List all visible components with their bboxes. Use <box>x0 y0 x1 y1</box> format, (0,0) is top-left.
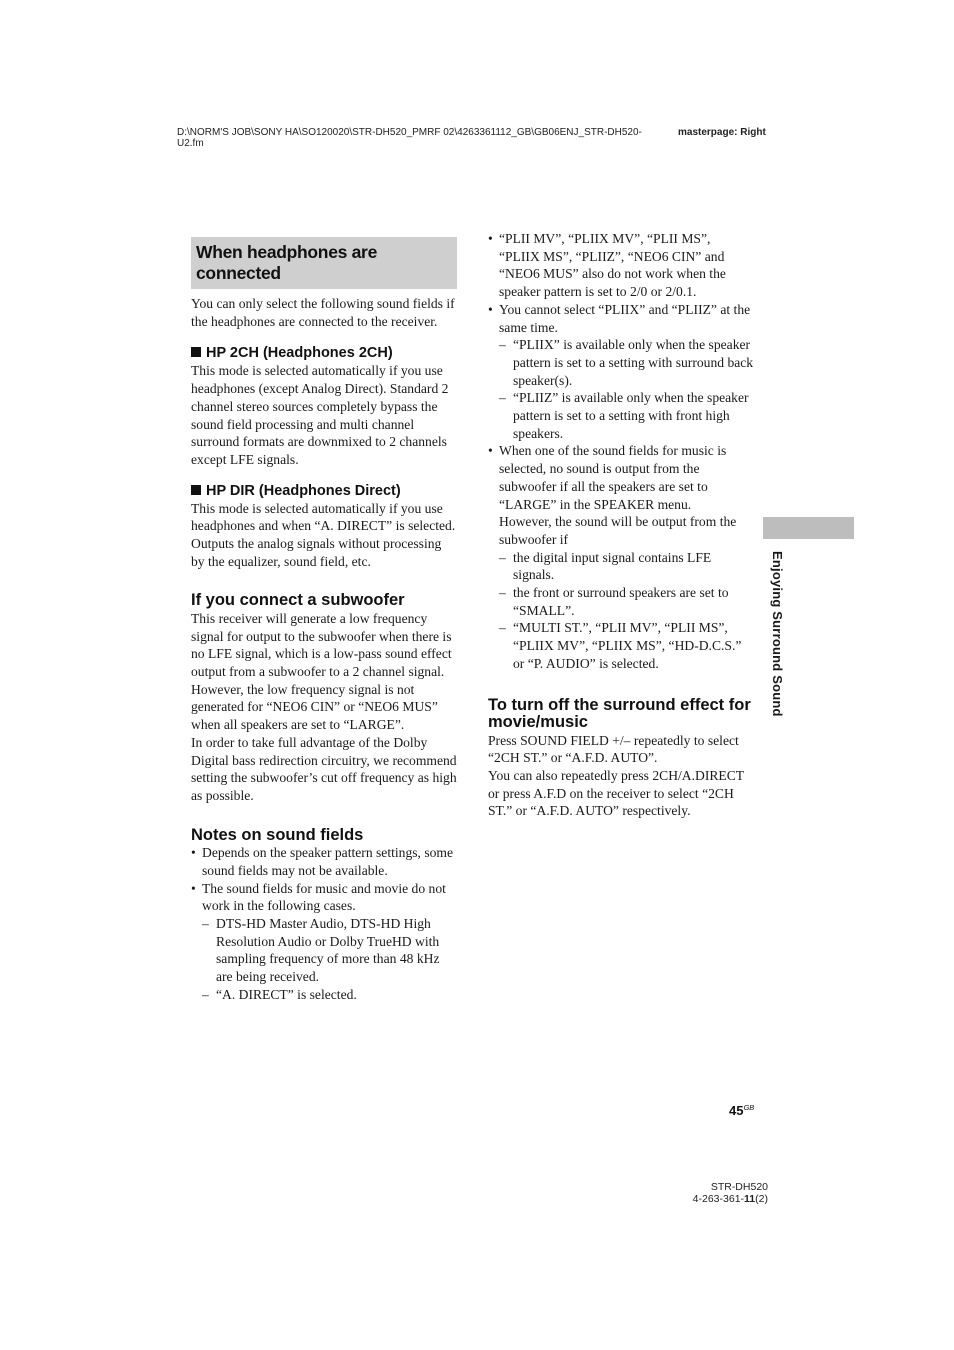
footer-code <box>693 1194 768 1206</box>
footer-model: STR-DH520 <box>710 1181 768 1193</box>
list-item <box>488 442 754 548</box>
hpdir-body-2: Outputs the analog signals without processing by the equalizer, sound field, etc. <box>191 536 442 569</box>
hpdir-body-1: This mode is selected automatically if you use headphones and when “A. DIRECT” is selected. <box>191 500 456 534</box>
chapter-side-title: Enjoying Surround Sound <box>770 551 785 717</box>
square-bullet-icon <box>191 347 201 357</box>
file-path: D:\NORM'S JOB\SONY HA\SO120020\STR-DH520_PMRF 02\4263361112_GB\GB06ENJ_STR-DH520-U2.fm <box>177 127 642 149</box>
hp2ch-title: HP 2CH (Headphones 2CH) <box>206 345 393 362</box>
notes-heading: Notes on sound fields <box>191 825 364 844</box>
footer-code-pre: 4-263-361- <box>692 1192 745 1205</box>
list-item: – DTS-HD Master Audio, DTS-HD High Resolution Audio or Dolby TrueHD with sampling frequency of more than 48 kHz are being received. <box>191 915 457 986</box>
turn-off-surround-heading: To turn off the surround effect for movie/music <box>488 695 751 732</box>
right-column <box>488 230 754 820</box>
list-item: • You cannot select “PLIIX” and “PLIIZ” at the same time. <box>488 301 754 336</box>
notes-list <box>191 844 457 1003</box>
page-number-value: 45 <box>729 1103 744 1118</box>
list-item: • “PLII MV”, “PLIIX MV”, “PLII MS”, “PLIIX MS”, “PLIIZ”, “NEO6 CIN” and “NEO6 MUS” also do not work when the speaker pattern is set to 2/0 or 2/0.1. <box>488 230 754 301</box>
footer-code-post: (2) <box>755 1192 768 1205</box>
subwoofer-body-2: In order to take full advantage of the Dolby Digital bass redirection circuitry, we recommend setting the subwoofer’s cut off frequency as high as possible. <box>191 734 457 803</box>
subwoofer-heading: If you connect a subwoofer <box>191 591 405 610</box>
file-path-header <box>177 127 787 149</box>
list-item-text: However, the sound will be output from the subwoofer if <box>499 514 737 547</box>
list-item: – “PLIIX” is available only when the speaker pattern is set to a setting with surround back speaker(s). <box>488 336 754 389</box>
turn-off-body-1: Press SOUND FIELD +/– repeatedly to select “2CH ST.” or “A.F.D. AUTO”. <box>488 732 739 766</box>
square-bullet-icon <box>191 485 201 495</box>
left-column <box>191 230 457 1004</box>
notes-list-continued <box>488 230 754 673</box>
hp2ch-body: This mode is selected automatically if you use headphones (except Analog Direct). Standard 2 channel stereo sources completely bypass the sound field processing and multi channel surround formats are downmixed to 2 channels except LFE signals. <box>191 363 449 467</box>
list-item: • The sound fields for music and movie do not work in the following cases. <box>191 880 457 915</box>
headphones-intro: You can only select the following sound fields if the headphones are connected to the receiver. <box>191 296 455 329</box>
section-heading-headphones: When headphones are connected <box>191 237 457 289</box>
subwoofer-body-1: This receiver will generate a low frequency signal for output to the subwoofer when there is no LFE signal, which is a low-pass sound effect output from a subwoofer to a 2 channel signal. However, the low frequency signal is not generated for “NEO6 CIN” or “NEO6 MUS” when all speakers are set to “LARGE”. <box>191 610 452 733</box>
turn-off-body-2: You can also repeatedly press 2CH/A.DIRECT or press A.F.D on the receiver to select “2CH ST.” or “A.F.D. AUTO” respectively. <box>488 767 744 819</box>
list-item: – “A. DIRECT” is selected. <box>191 986 457 1004</box>
hp2ch-heading <box>191 344 457 362</box>
list-item: – the front or surround speakers are set to “SMALL”. <box>488 584 754 619</box>
footer-model-code <box>693 1182 768 1205</box>
hpdir-heading <box>191 482 457 500</box>
masterpage-label: masterpage: Right <box>678 127 766 138</box>
list-item: – “PLIIZ” is available only when the speaker pattern is set to a setting with front high speakers. <box>488 389 754 442</box>
list-item: • Depends on the speaker pattern settings, some sound fields may not be available. <box>191 844 457 879</box>
chapter-tab <box>763 517 854 539</box>
hpdir-title: HP DIR (Headphones Direct) <box>206 482 401 499</box>
page-number-suffix: GB <box>743 1103 755 1112</box>
page-number <box>729 1103 754 1118</box>
list-item: – “MULTI ST.”, “PLII MV”, “PLII MS”, “PLIIX MV”, “PLIIX MS”, “HD-D.C.S.” or “P. AUDIO” is selected. <box>488 619 754 672</box>
footer-code-bold: 11 <box>744 1192 756 1205</box>
list-item: – the digital input signal contains LFE signals. <box>488 549 754 584</box>
list-item-text: When one of the sound fields for music is selected, no sound is output from the subwoofer if all the speakers are set to “LARGE” in the SPEAKER menu. <box>499 443 727 512</box>
